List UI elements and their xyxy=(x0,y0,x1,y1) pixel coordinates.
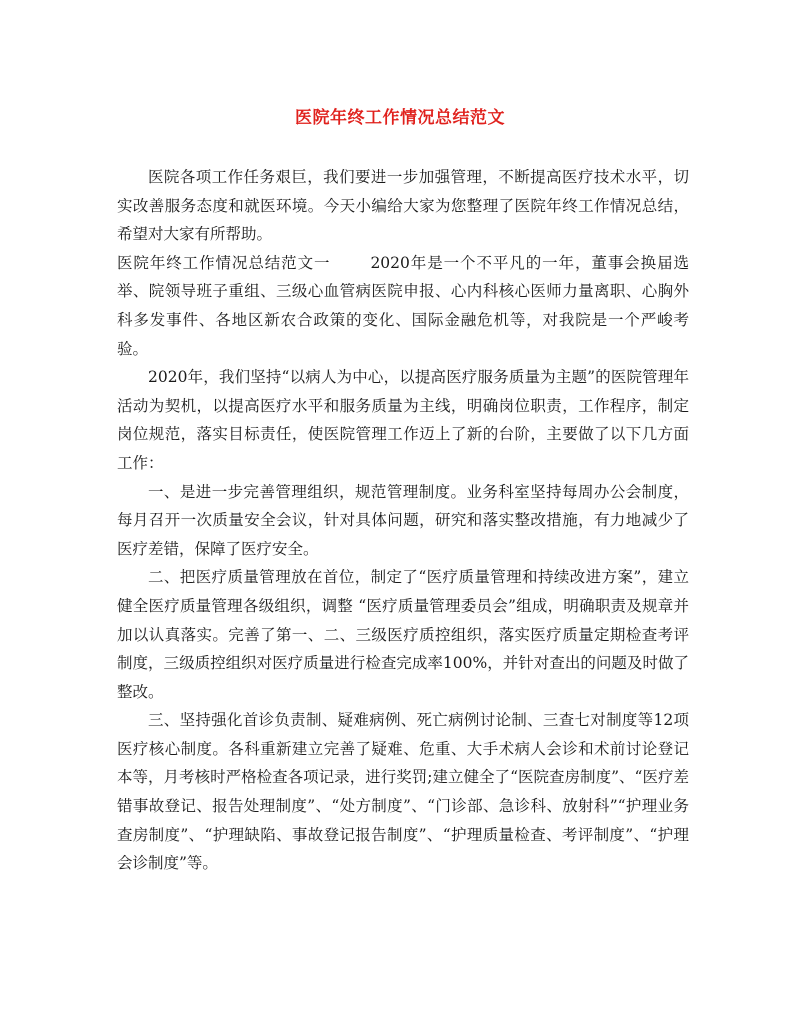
document-body xyxy=(117,163,689,878)
section-one-paragraph xyxy=(117,249,689,363)
summary-paragraph: 2020年，我们坚持“以病人为中心，以提高医疗服务质量为主题”的医院管理年活动为契机，以提高医疗水平和服务质量为主线，明确岗位职责，工作程序，制定岗位规范，落实目标责任，使医院管理工作迈上了新的台阶，主要做了以下几方面工作： xyxy=(117,368,689,472)
item-three-paragraph: 三、坚持强化首诊负责制、疑难病例、死亡病例讨论制、三查七对制度等12项医疗核心制度。各科重新建立完善了疑难、危重、大手术病人会诊和术前讨论登记本等，月考核时严格检查各项记录，进行奖罚;建立健全了“医院查房制度”、“医疗差错事故登记、报告处理制度”、“处方制度”、“门诊部、急诊科、放射科”“护理业务查房制度”、“护理缺陷、事故登记报告制度”、“护理质量检查、考评制度”、“护理会诊制度”等。 xyxy=(117,711,689,873)
item-two-paragraph: 二、把医疗质量管理放在首位，制定了“医疗质量管理和持续改进方案”，建立健全医疗质量管理各级组织，调整 “医疗质量管理委员会”组成，明确职责及规章并加以认真落实。完善了第一、二、三级医疗质控组织，落实医疗质量定期检查考评制度，三级质控组织对医疗质量进行检查完成率100%，并针对查出的问题及时做了整改。 xyxy=(117,568,689,701)
intro-paragraph: 医院各项工作任务艰巨，我们要进一步加强管理，不断提高医疗技术水平，切实改善服务态度和就医环境。今天小编给大家为您整理了医院年终工作情况总结，希望对大家有所帮助。 xyxy=(117,168,689,244)
item-one-paragraph: 一、是进一步完善管理组织，规范管理制度。业务科室坚持每周办公会制度，每月召开一次质量安全会议，针对具体问题，研究和落实整改措施，有力地减少了医疗差错，保障了医疗安全。 xyxy=(117,482,689,558)
section-one-heading: 医院年终工作情况总结范文一 xyxy=(117,253,331,272)
document-title: 医院年终工作情况总结范文 xyxy=(295,108,505,128)
section-one-text: 2020年是一个不平凡的一年，董事会换届选举、院领导班子重组、三级心血管病医院申报、心内科核心医师力量离职、心胸外科多发事件、各地区新农合政策的变化、国际金融危机等，对我院是一个严峻考验。 xyxy=(117,253,689,358)
